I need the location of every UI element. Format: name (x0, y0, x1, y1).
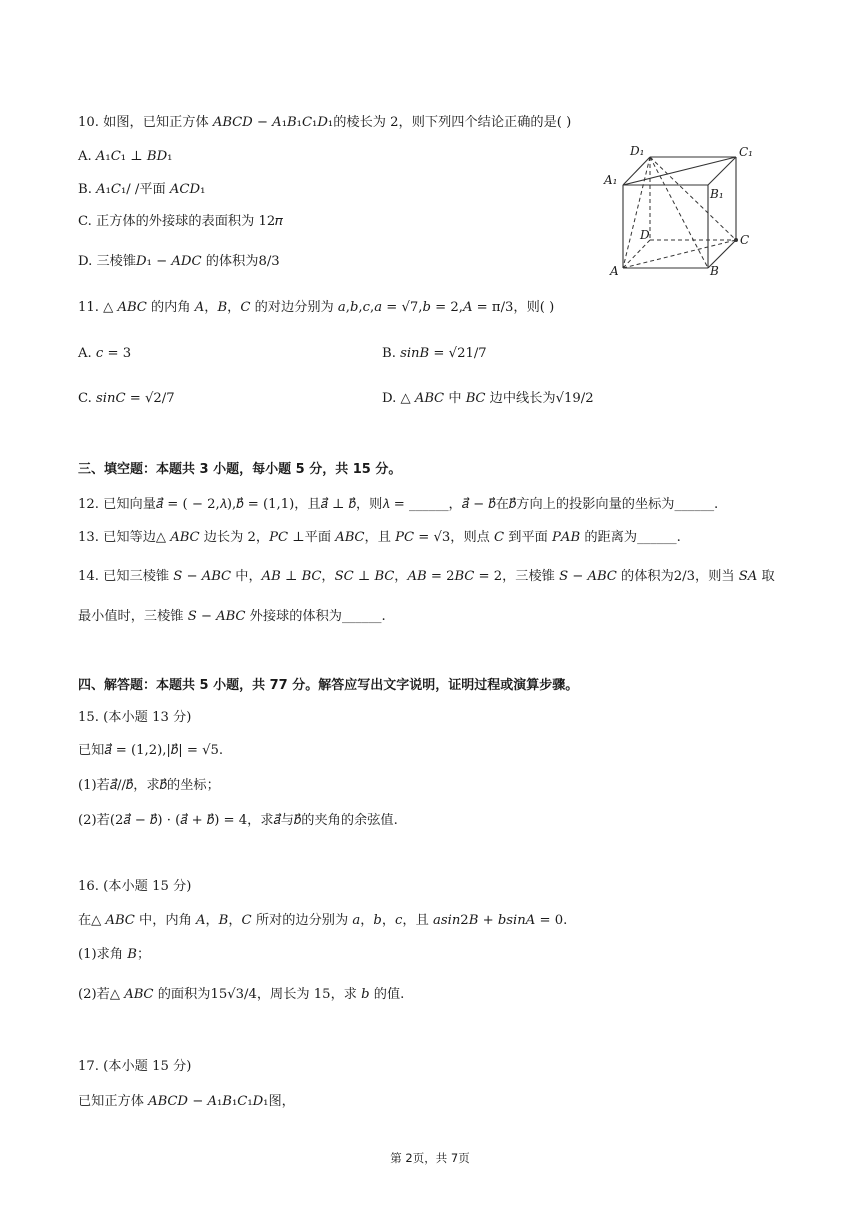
label-a: A (610, 264, 619, 278)
section4-title: 四、解答题：本题共 5 小题，共 77 分。解答应写出文字说明，证明过程或演算步骤。 (78, 678, 579, 693)
q11-stem: 11. △ 𝐴𝐵𝐶 的内角 𝐴，𝐵，𝐶 的对边分别为 𝑎,𝑏,𝑐,𝑎 = √7,𝑏 = 2,𝐴 = π/3，则( ) (78, 300, 555, 315)
q10-stem: 10. 如图，已知正方体 𝐴𝐵𝐶𝐷 − 𝐴₁𝐵₁𝐶₁𝐷₁的棱长为 2，则下列四个结论正确的是( ) (78, 115, 572, 130)
q14-line1: 14. 已知三棱锥 𝑆 − 𝐴𝐵𝐶 中，𝐴𝐵 ⊥ 𝐵𝐶，𝑆𝐶 ⊥ 𝐵𝐶，𝐴𝐵 = 2𝐵𝐶 = 2，三棱锥 𝑆 − 𝐴𝐵𝐶 的体积为2/3，则当 𝑆𝐴 取 (78, 569, 775, 584)
section3-title: 三、填空题：本题共 3 小题，每小题 5 分，共 15 分。 (78, 462, 402, 477)
q16-header: 16. (本小题 15 分) (78, 879, 192, 894)
q15-given: 已知𝑎⃗ = (1,2),|𝑏⃗| = √5. (78, 743, 224, 758)
q12: 12. 已知向量𝑎⃗ = ( − 2,𝜆),𝑏⃗ = (1,1)，且𝑎⃗ ⊥ 𝑏⃗，则𝜆 = ______，𝑎⃗ − 𝑏⃗在𝑏⃗方向上的投影向量的坐标为______. (78, 497, 719, 512)
label-b: B (710, 264, 719, 278)
cube-diagram (598, 140, 766, 280)
label-c: C (740, 233, 750, 247)
label-d1: D₁ (630, 144, 645, 158)
q16-given: 在△ 𝐴𝐵𝐶 中，内角 𝐴，𝐵，𝐶 所对的边分别为 𝑎，𝑏，𝑐，且 𝑎𝑠𝑖𝑛2𝐵 + 𝑏𝑠𝑖𝑛𝐴 = 0. (78, 913, 568, 928)
q11-option-a: A. 𝑐 = 3 (78, 346, 132, 361)
q16-part2: (2)若△ 𝐴𝐵𝐶 的面积为15√3/4，周长为 15，求 𝑏 的值. (78, 987, 405, 1002)
q15-header: 15. (本小题 13 分) (78, 710, 192, 725)
label-a1: A₁ (604, 173, 618, 187)
q10-option-b: B. 𝐴₁𝐶₁/ /平面 𝐴𝐶𝐷₁ (78, 182, 206, 197)
q17-given: 已知正方体 𝐴𝐵𝐶𝐷 − 𝐴₁𝐵₁𝐶₁𝐷₁图， (78, 1094, 295, 1109)
label-b1: B₁ (710, 187, 724, 201)
q15-part2: (2)若(2𝑎⃗ − 𝑏⃗) · (𝑎⃗ + 𝑏⃗) = 4，求𝑎⃗与𝑏⃗的夹角的余弦值. (78, 813, 398, 828)
q15-part1: (1)若𝑎⃗//𝑏⃗，求𝑏⃗的坐标； (78, 778, 220, 793)
label-d: D (640, 228, 650, 242)
q14-line2: 最小值时，三棱锥 𝑆 − 𝐴𝐵𝐶 外接球的体积为______. (78, 609, 386, 624)
label-c1: C₁ (739, 145, 753, 159)
q11-option-b: B. 𝑠𝑖𝑛𝐵 = √21/7 (382, 346, 487, 361)
q10-option-a: A. 𝐴₁𝐶₁ ⊥ 𝐵𝐷₁ (78, 149, 173, 164)
q11-option-c: C. 𝑠𝑖𝑛𝐶 = √2/7 (78, 391, 175, 406)
q16-part1: (1)求角 𝐵； (78, 947, 151, 962)
q11-option-d: D. △ 𝐴𝐵𝐶 中 𝐵𝐶 边中线长为√19/2 (382, 391, 594, 406)
q10-option-c: C. 正方体的外接球的表面积为 12𝜋 (78, 214, 284, 229)
page-footer: 第 2页，共 7页 (390, 1151, 470, 1165)
q13: 13. 已知等边△ 𝐴𝐵𝐶 边长为 2，𝑃𝐶 ⊥平面 𝐴𝐵𝐶，且 𝑃𝐶 = √3，则点 𝐶 到平面 𝑃𝐴𝐵 的距离为______. (78, 530, 681, 545)
q10-option-d: D. 三棱锥𝐷₁ − 𝐴𝐷𝐶 的体积为8/3 (78, 254, 280, 269)
q17-header: 17. (本小题 15 分) (78, 1059, 192, 1074)
